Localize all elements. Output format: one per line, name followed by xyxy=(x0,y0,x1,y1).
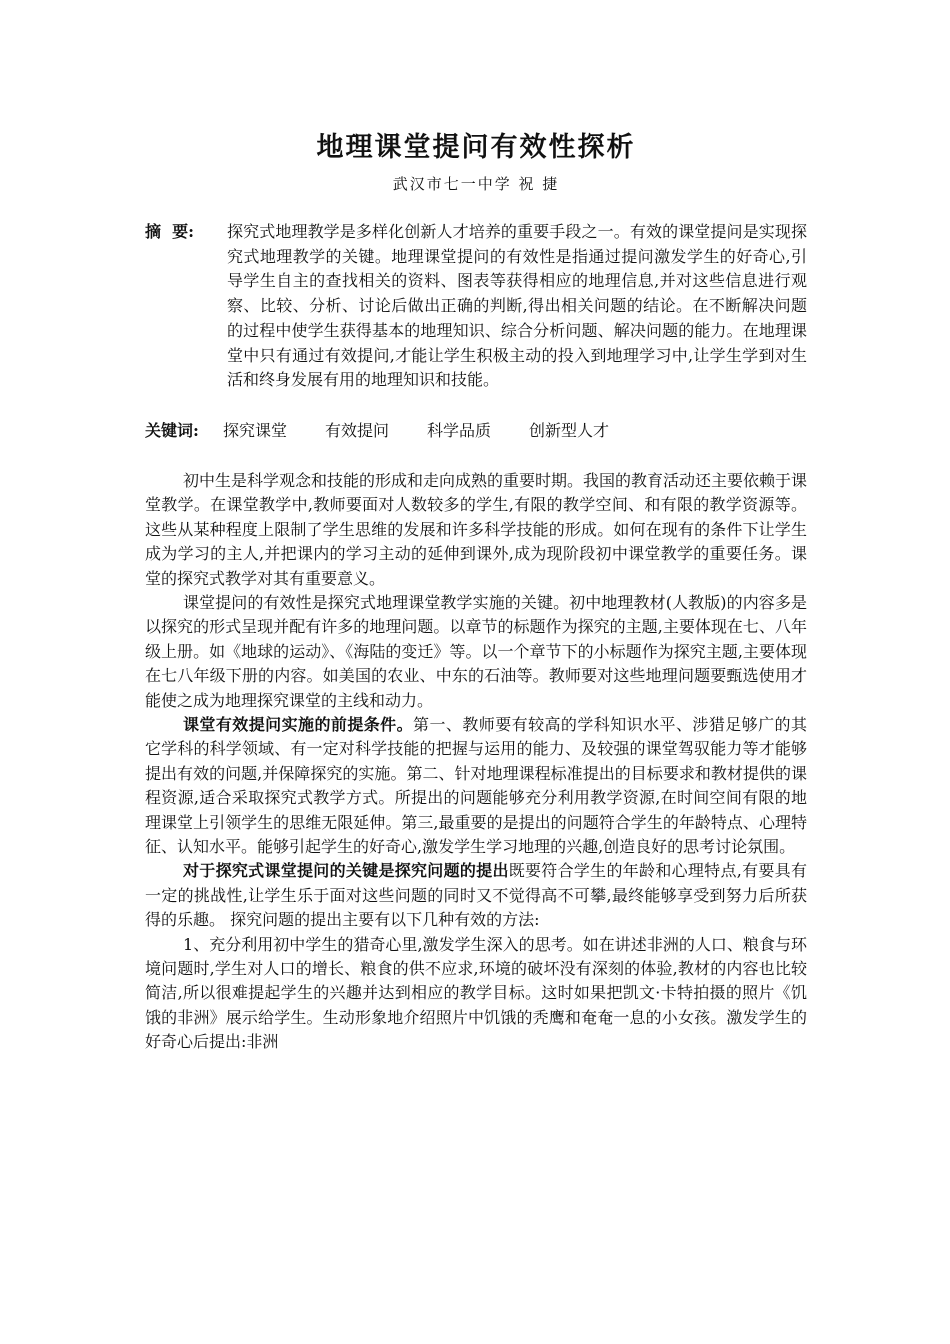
body-text xyxy=(145,469,807,1055)
paragraph-text: 第一、教师要有较高的学科知识水平、涉猎足够广的其它学科的科学领域、有一定对科学技能的把握与运用的能力、及较强的课堂驾驭能力等才能够提出有效的问题,并保障探究的实施。第二、针对地理课程标准提出的目标要求和教材提供的课程资源,适合采取探究式教学方式。所提出的问题能够充分利用教学资源,在时间空间有限的地理课堂上引领学生的思维无限延伸。第三,最重要的是提出的问题符合学生的年龄特点、心理特征、认知水平。能够引起学生的好奇心,激发学生学习地理的兴趣,创造良好的思考讨论氛围。 xyxy=(145,714,807,857)
paragraph xyxy=(145,713,807,859)
paragraph xyxy=(145,469,807,591)
keyword-item: 有效提问 xyxy=(325,420,390,440)
keyword-item: 探究课堂 xyxy=(223,420,288,440)
paragraph xyxy=(145,591,807,713)
abstract-label: 摘 要: xyxy=(145,222,195,241)
paragraph-text: 课堂提问的有效性是探究式地理课堂教学实施的关键。初中地理教材(人教版)的内容多是以探究的形式呈现并配有许多的地理问题。以章节的标题作为探究的主题,主要体现在七、八年级上册。如《地球的运动》、《海陆的变迁》等。以一个章节下的小标题作为探究主题,主要体现在七八年级下册的内容。如美国的农业、中东的石油等。教师要对这些地理问题要甄选使用才能使之成为地理探究课堂的主线和动力。 xyxy=(145,592,807,710)
paragraph-lead: 课堂有效提问实施的前提条件。 xyxy=(183,714,414,734)
paragraph-text: 初中生是科学观念和技能的形成和走向成熟的重要时期。我国的教育活动还主要依赖于课堂教学。在课堂教学中,教师要面对人数较多的学生,有限的教学空间、和有限的教学资源等。这些从某种程度上限制了学生思维的发展和许多科学技能的形成。如何在现有的条件下让学生成为学习的主人,并把课内的学习主动的延伸到课外,成为现阶段初中课堂教学的重要任务。课堂的探究式教学对其有重要意义。 xyxy=(145,470,808,588)
keyword-item: 科学品质 xyxy=(427,420,492,440)
author-line: 武汉市七一中学 祝 捷 xyxy=(392,175,560,193)
paragraph-text: 1、充分利用初中学生的猎奇心里,激发学生深入的思考。如在讲述非洲的人口、粮食与环境问题时,学生对人口的增长、粮食的供不应求,环境的破坏没有深刻的体验,教材的内容也比较简洁,所以很难提起学生的兴趣并达到相应的教学目标。这时如果把凯文·卡特拍摄的照片《饥饿的非洲》展示给学生。生动形象地介绍照片中饥饿的秃鹰和奄奄一息的小女孩。激发学生的好奇心后提出:非洲 xyxy=(145,934,807,1052)
abstract-section xyxy=(145,220,807,393)
keywords-label: 关键词: xyxy=(145,420,199,440)
keyword-item: 创新型人才 xyxy=(529,420,610,440)
document-page xyxy=(145,128,807,1055)
keywords-section xyxy=(145,419,807,443)
paragraph-text: 既要符合学生的年龄和心理特点,有要具有一定的挑战性,让学生乐于面对这些问题的同时又不觉得高不可攀,最终能够享受到努力后所获得的乐趣。 探究问题的提出主要有以下几种有效的方法: xyxy=(145,861,807,930)
paragraph-lead: 对于探究式课堂提问的关键是探究问题的提出 xyxy=(183,861,509,881)
paragraph xyxy=(145,859,807,932)
paragraph xyxy=(145,933,807,1055)
document-title: 地理课堂提问有效性探析 xyxy=(316,132,636,163)
abstract-text: 探究式地理教学是多样化创新人才培养的重要手段之一。有效的课堂提问是实现探究式地理教学的关键。地理课堂提问的有效性是指通过提问激发学生的好奇心,引导学生自主的查找相关的资料、图表等获得相应的地理信息,并对这些信息进行观察、比较、分析、讨论后做出正确的判断,得出相关问题的结论。在不断解决问题的过程中使学生获得基本的地理知识、综合分析问题、解决问题的能力。在地理课堂中只有通过有效提问,才能让学生积极主动的投入到地理学习中,让学生学到对生活和终身发展有用的地理知识和技能。 xyxy=(227,222,807,390)
